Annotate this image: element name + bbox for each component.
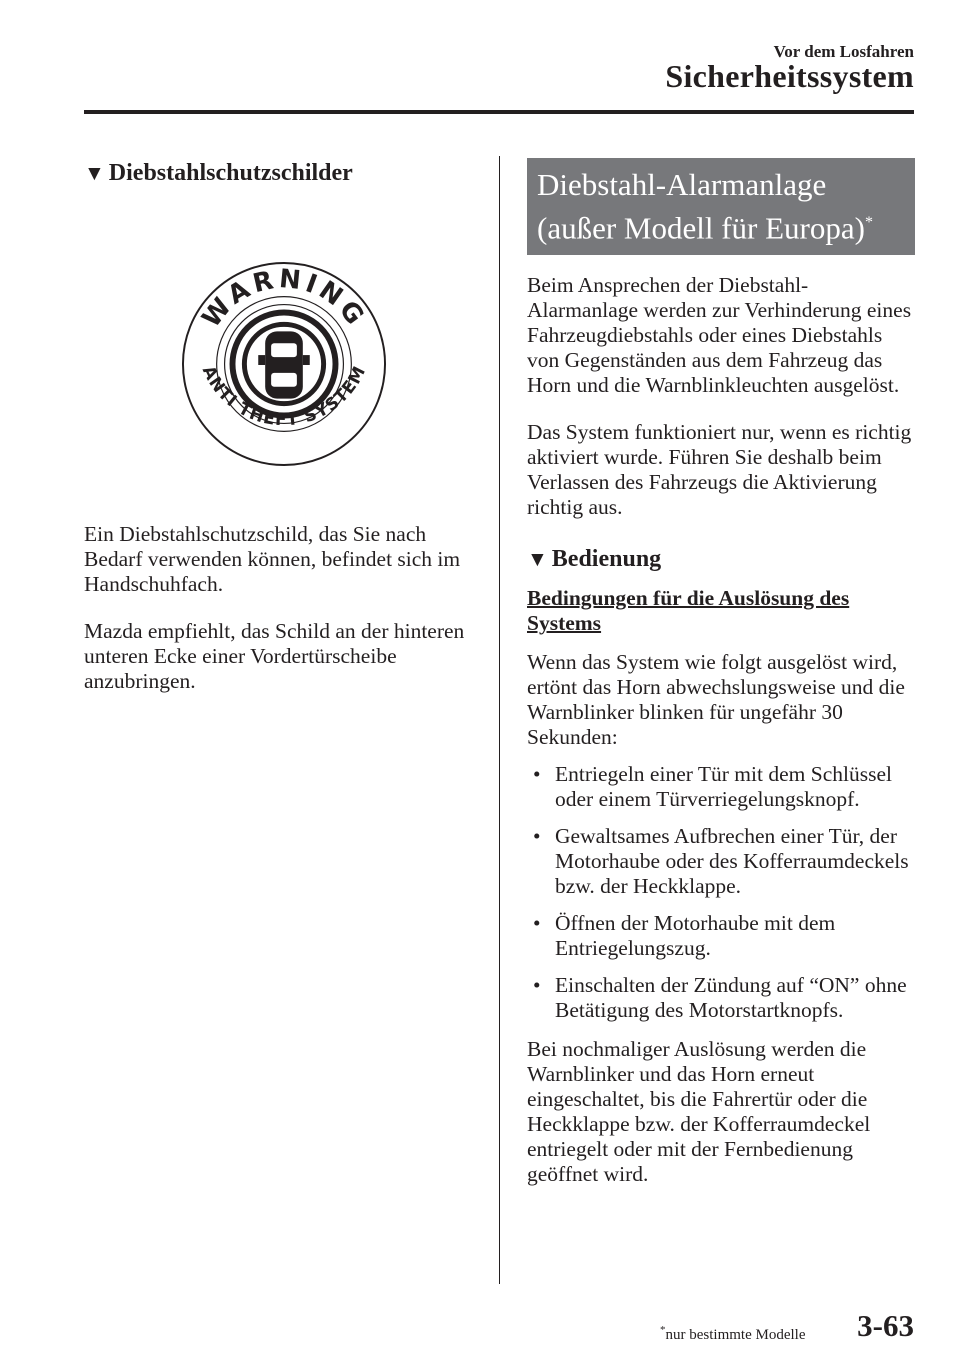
badge-top-text: WARNING: [196, 263, 372, 334]
conditions-intro: Wenn das System wie folgt ausgelöst wird, ertönt das Horn abwechslungsweise und die Warnblinker blinken für ungefähr 30 Sekunden:: [527, 650, 905, 750]
section-banner: [527, 158, 915, 255]
asterisk-icon: *: [864, 214, 873, 231]
right-heading: [527, 544, 917, 574]
closing-paragraph: Bei nochmaliger Auslösung werden die Warnblinker und das Horn erneut eingeschaltet, bis die Fahrertür oder die Heckklappe bzw. der Kofferraumdeckel entriegelt oder mit der Fernbedienung geöffnet wird.: [527, 1037, 871, 1187]
footer-note-text: nur bestimmte Modelle: [665, 1327, 806, 1343]
right-column: [527, 158, 917, 1187]
intro-paragraph-2: Das System funktioniert nur, wenn es richtig aktiviert wurde. Führen Sie deshalb beim Verlassen des Fahrzeugs die Aktivierung richtig aus.: [527, 420, 912, 520]
bullet-icon: •: [533, 973, 541, 998]
triangle-marker-icon: ▼: [527, 547, 548, 572]
conditions-list: [527, 762, 917, 1023]
footer-note: [660, 1324, 805, 1344]
list-item: [527, 911, 917, 961]
page-number: 3-63: [857, 1308, 914, 1343]
bullet-icon: •: [533, 762, 541, 787]
conditions-subheading: Bedingungen für die Auslösung des Systems: [527, 586, 850, 636]
bullet-icon: •: [533, 911, 541, 936]
right-heading-text: Bedienung: [551, 546, 662, 573]
banner-line-2: [537, 204, 905, 247]
list-item-text: Gewaltsames Aufbrechen einer Tür, der Motorhaube oder des Kofferraumdeckels bzw. der Heckklappe.: [555, 824, 909, 899]
left-column: [84, 158, 484, 694]
left-heading-text: Diebstahlschutzschilder: [108, 160, 353, 186]
left-paragraph-2: Mazda empfiehlt, das Schild an der hinteren unteren Ecke einer Vordertürscheibe anzubringen.: [84, 619, 465, 693]
banner-line-2-text: (außer Modell für Europa): [537, 210, 865, 246]
list-item-text: Öffnen der Motorhaube mit dem Entriegelungszug.: [555, 911, 836, 961]
banner-line-1: Diebstahl-Alarmanlage: [537, 167, 827, 202]
intro-paragraph-1: Beim Ansprechen der Diebstahl-Alarmanlage werden zur Verhinderung eines Fahrzeugdiebstahls oder eines Diebstahls von Gegenständen aus dem Fahrzeug das Horn und die Warnblinkleuchten ausgelöst.: [527, 273, 912, 398]
list-item-text: Entriegeln einer Tür mit dem Schlüssel oder einem Türverriegelungsknopf.: [555, 762, 892, 812]
bullet-icon: •: [533, 824, 541, 849]
triangle-marker-icon: ▼: [84, 161, 105, 185]
column-divider: [499, 156, 500, 1284]
list-item: [527, 762, 917, 812]
left-heading: [84, 158, 484, 188]
header-rule: [84, 110, 914, 114]
left-paragraph-1: Ein Diebstahlschutzschild, das Sie nach Bedarf verwenden können, befindet sich im Handschuhfach.: [84, 522, 461, 596]
badge-bottom-text: ANTI THEFT SYSTEM: [198, 362, 370, 430]
anti-theft-sticker-icon: [180, 260, 388, 468]
list-item-text: Einschalten der Zündung auf “ON” ohne Betätigung des Motorstartknopfs.: [555, 973, 907, 1023]
header-section: Vor dem Losfahren: [773, 42, 914, 61]
list-item: [527, 973, 917, 1023]
car-silhouette-icon: [258, 331, 310, 398]
asterisk-icon: *: [660, 1324, 666, 1336]
page-title: Sicherheitssystem: [665, 58, 914, 94]
list-item: [527, 824, 917, 899]
